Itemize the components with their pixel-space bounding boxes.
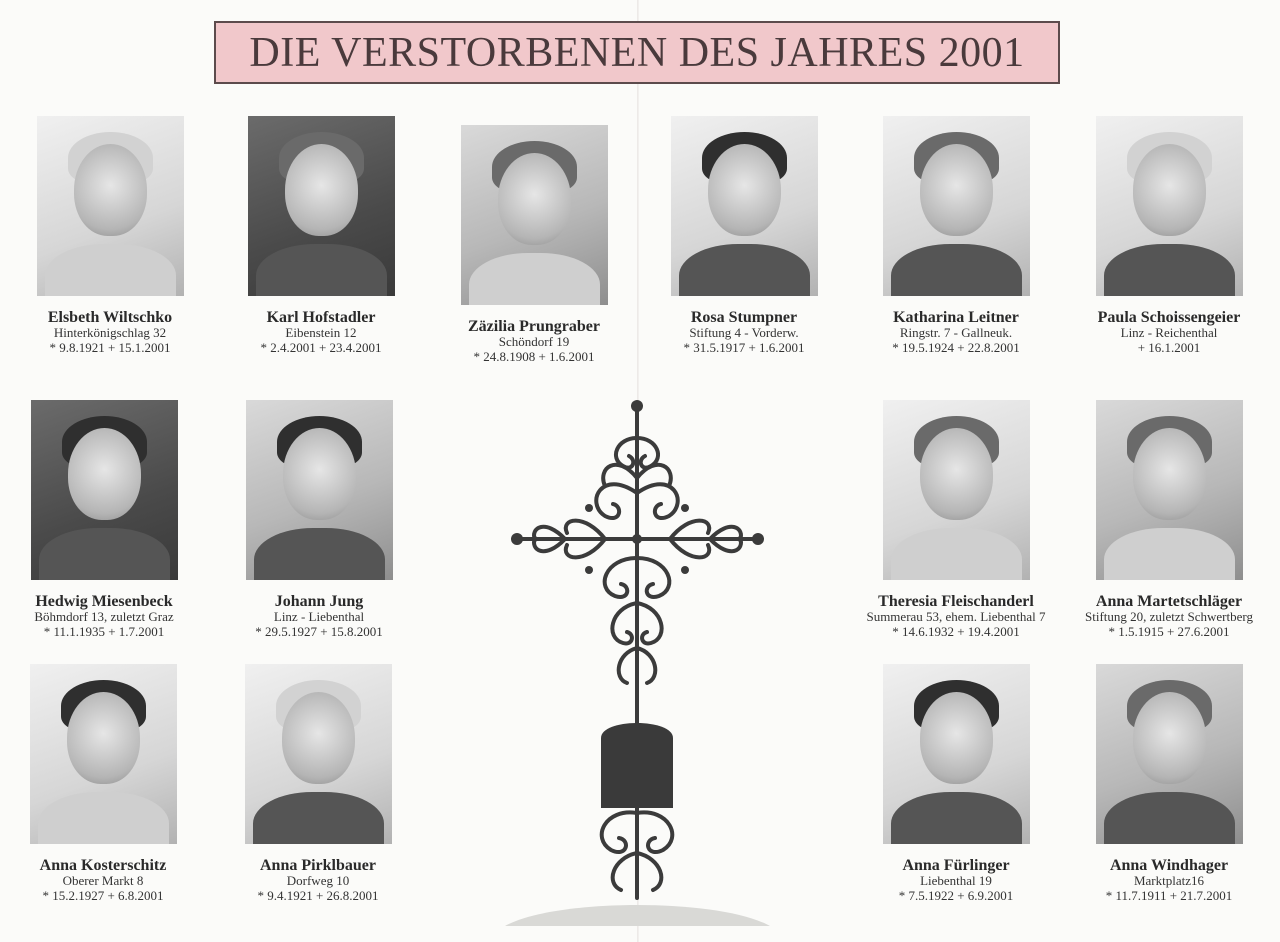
- person-dates: + 16.1.2001: [1137, 340, 1201, 355]
- iron-cross-icon: [505, 398, 770, 928]
- person-dates: * 15.2.1927 + 6.8.2001: [42, 888, 164, 903]
- person-address: Böhmdorf 13, zuletzt Graz: [34, 609, 174, 624]
- memorial-card: [846, 400, 1066, 639]
- person-dates: * 29.5.1927 + 15.8.2001: [255, 624, 383, 639]
- portrait-photo: [883, 400, 1030, 580]
- memorial-card: [634, 116, 854, 355]
- person-name: Rosa Stumpner: [690, 309, 798, 326]
- portrait-photo: [245, 664, 392, 844]
- portrait-photo: [883, 664, 1030, 844]
- memorial-card: [211, 116, 431, 355]
- person-name: Karl Hofstadler: [266, 309, 376, 326]
- memorial-card: [0, 664, 213, 903]
- person-address: Stiftung 20, zuletzt Schwertberg: [1084, 609, 1253, 624]
- person-address: Oberer Markt 8: [62, 873, 144, 888]
- person-name: Anna Windhager: [1109, 857, 1229, 874]
- portrait-photo: [1096, 116, 1243, 296]
- portrait-photo: [246, 400, 393, 580]
- person-name: Paula Schoissengeier: [1097, 309, 1241, 326]
- person-dates: * 1.5.1915 + 27.6.2001: [1108, 624, 1230, 639]
- memorial-card: [0, 400, 214, 639]
- title-banner: [214, 21, 1060, 84]
- person-address: Hinterkönigschlag 32: [53, 325, 167, 340]
- portrait-photo: [1096, 664, 1243, 844]
- person-dates: * 11.1.1935 + 1.7.2001: [43, 624, 165, 639]
- person-dates: * 11.7.1911 + 21.7.2001: [1105, 888, 1233, 903]
- person-address: Stiftung 4 - Vorderw.: [689, 325, 799, 340]
- person-address: Linz - Liebenthal: [273, 609, 365, 624]
- portrait-photo: [1096, 400, 1243, 580]
- person-address: Linz - Reichenthal: [1120, 325, 1218, 340]
- person-dates: * 31.5.1917 + 1.6.2001: [683, 340, 805, 355]
- person-name: Hedwig Miesenbeck: [35, 593, 173, 610]
- person-address: Eibenstein 12: [285, 325, 357, 340]
- page-title: DIE VERSTORBENEN DES JAHRES 2001: [249, 29, 1025, 76]
- person-name: Anna Pirklbauer: [259, 857, 376, 874]
- person-name: Johann Jung: [274, 593, 364, 610]
- memorial-card: [209, 400, 429, 639]
- memorial-card: [846, 664, 1066, 903]
- person-dates: * 14.6.1932 + 19.4.2001: [892, 624, 1020, 639]
- portrait-photo: [671, 116, 818, 296]
- person-address: Liebenthal 19: [920, 873, 992, 888]
- memorial-card: [1059, 664, 1279, 903]
- portrait-photo: [30, 664, 177, 844]
- memorial-card: [846, 116, 1066, 355]
- memorial-card: [424, 125, 644, 364]
- person-dates: * 2.4.2001 + 23.4.2001: [260, 340, 382, 355]
- person-dates: * 19.5.1924 + 22.8.2001: [892, 340, 1020, 355]
- memorial-card: [0, 116, 220, 355]
- person-name: Anna Fürlinger: [902, 857, 1010, 874]
- person-address: Dorfweg 10: [286, 873, 350, 888]
- memorial-card: [1059, 116, 1279, 355]
- person-address: Schöndorf 19: [498, 334, 570, 349]
- person-dates: * 7.5.1922 + 6.9.2001: [898, 888, 1014, 903]
- person-dates: * 9.8.1921 + 15.1.2001: [49, 340, 171, 355]
- person-name: Anna Kosterschitz: [39, 857, 167, 874]
- portrait-photo: [31, 400, 178, 580]
- memorial-card: [208, 664, 428, 903]
- portrait-photo: [883, 116, 1030, 296]
- person-address: Summerau 53, ehem. Liebenthal 7: [866, 609, 1046, 624]
- portrait-photo: [461, 125, 608, 305]
- portrait-photo: [248, 116, 395, 296]
- person-name: Anna Martetschläger: [1095, 593, 1243, 610]
- portrait-photo: [37, 116, 184, 296]
- person-name: Elsbeth Wiltschko: [47, 309, 173, 326]
- person-dates: * 9.4.1921 + 26.8.2001: [257, 888, 379, 903]
- person-address: Marktplatz16: [1133, 873, 1205, 888]
- person-name: Theresia Fleischanderl: [878, 593, 1034, 610]
- person-name: Zäzilia Prungraber: [468, 318, 600, 335]
- memorial-card: [1059, 400, 1279, 639]
- person-address: Ringstr. 7 - Gallneuk.: [899, 325, 1013, 340]
- person-dates: * 24.8.1908 + 1.6.2001: [473, 349, 595, 364]
- person-name: Katharina Leitner: [893, 309, 1019, 326]
